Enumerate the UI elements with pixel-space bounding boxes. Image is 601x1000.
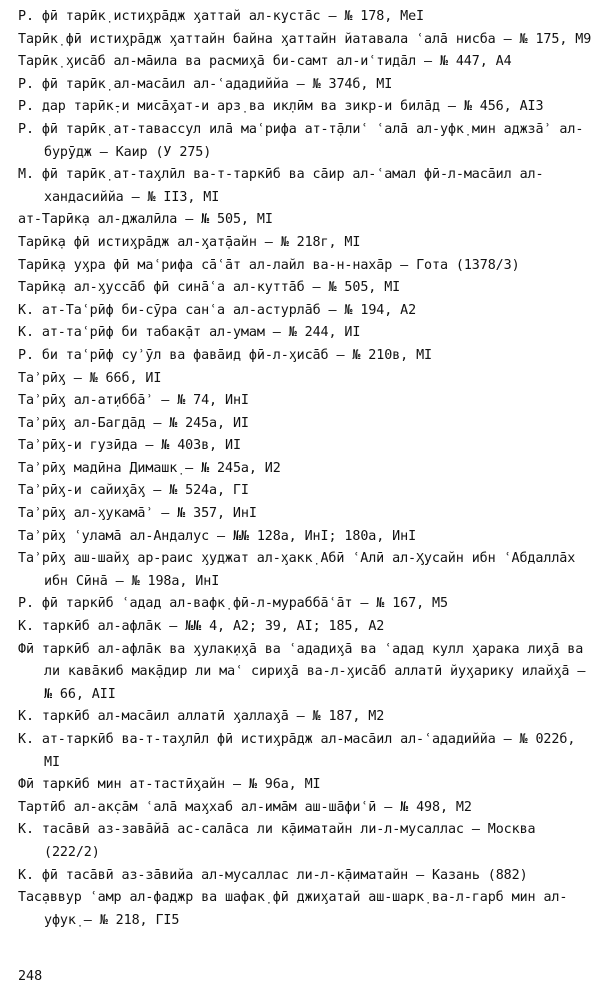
index-entry: Таʾрӣӽ – № 66б, ИІ bbox=[18, 370, 162, 386]
index-entry: Таʾрӣӽ ал-Багдāд – № 245а, ИІ bbox=[18, 415, 249, 431]
index-entry: К. таркӣб ал-афлāк – №№ 4, А2; 39, АІ; 185, А2 bbox=[18, 619, 385, 635]
index-entry: Р. фӣ тарӣк̣ ал-масāил ал-ʿададиййа – № 374б, МІ bbox=[18, 76, 393, 92]
index-entry: Таʾрӣӽ мадӣна Димашк̣ – № 245а, И2 bbox=[18, 460, 281, 476]
index-entry: Таʾрӣӽ ал-ӽукамāʾ – № 357, ИнІ bbox=[18, 506, 257, 522]
index-entry: К. ат-Таʿрӣф би-сӯра санʿа ал-астурлāб – № 194, А2 bbox=[18, 302, 417, 318]
index-entry: Таʾрӣӽ-и гузӣда – № 403в, ИІ bbox=[18, 438, 241, 454]
index-entry: Тартӣб ал-ак̣сāм ʿалā маӽхаб ал-имāм аш-шāфиʿӣ – № 498, М2 bbox=[18, 799, 472, 815]
index-entry: Р. фӣ таркӣб ʿадад ал-вафк̣ фӣ-л-мурабба̄ʿāт – № 167, М5 bbox=[18, 596, 448, 612]
index-entry: К. ат-таркӣб ва-т-таӽлӣл фӣ истиӽрāдж ал-масāил ал-ʿададиййа – № 022б, МІ bbox=[18, 732, 576, 770]
index-entries bbox=[18, 6, 598, 932]
index-entry: К. фӣ тасāвӣ аз-зāвийа ал-мусаллас ли-л-к̣āиматайн – Казань (882) bbox=[18, 867, 528, 883]
index-entry: Фӣ таркӣб ал-афлāк ва ӽулак̣иӽā ва ʿададиӽā ва ʿадад кулл ӽарака лиӽā ва ли кавāкиб мак̣āдир ли маʿ сириӽā ва-л-ӽисāб аллатӣ йуӽарику илайӽā – № 66, АІІ bbox=[18, 641, 586, 702]
index-entry: К. таркӣб ал-масāил аллатӣ ӽаллаӽā – № 187, М2 bbox=[18, 709, 385, 725]
index-entry: Тарӣк̣ ӽисāб ал-мāила ва расмиӽā би-самт ал-иʿтидāл – № 447, А4 bbox=[18, 54, 512, 70]
index-entry: Таʾрӣӽ ʿуламā ал-Андалус – №№ 128а, ИнІ; 180а, ИнІ bbox=[18, 528, 417, 544]
page-number: 248 bbox=[18, 969, 43, 984]
index-entry: Тарӣк̣а фӣ истиӽрāдж ал-ӽат̣āайн – № 218г, МІ bbox=[18, 234, 361, 250]
index-entry: Тарӣк̣а уӽра фӣ маʿрифа сāʿāт ал-лайл ва-н-нахāр – Гота (1378/3) bbox=[18, 257, 520, 273]
index-entry: Таʾрӣӽ аш-шайӽ ар-раис ӽуджат ал-ӽакк̣ Абӣ ʿАлӣ ал-Ӽусайн ибн ʿАбдаллāх ибн Сӣнā – № 198а, ИнІ bbox=[18, 551, 576, 589]
index-entry: Тас̣аввур ʿамр ал-фаджр ва шафак̣ фӣ джиӽатай аш-шарк̣ ва-л-гарб мин ал-уфук̣ – № 218, ГІ5 bbox=[18, 890, 568, 928]
index-entry: Таʾрӣӽ ал-ат̣иббāʾ – № 74, ИнІ bbox=[18, 393, 249, 409]
index-entry: Р. би таʿрӣф суʾӯл ва фавāид фӣ-л-ӽисāб – № 210в, МІ bbox=[18, 347, 432, 363]
index-entry: Р. фӣ тарӣк̣ ат-тавассул илā маʿрифа ат-т̣āлиʿ ʿалā ал-уфк̣ мин аджзāʾ ал-бурӯдж – Каир (У 275) bbox=[18, 121, 584, 160]
index-entry: Р. дар тарӣк̣-и мисāӽат-и арз̣ ва ик̣лӣм ва зикр-и билāд – № 456, АІЗ bbox=[18, 99, 544, 115]
index-entry: Таʾрӣӽ-и сайиӽāӽ – № 524а, ГІ bbox=[18, 483, 249, 499]
index-entry: Фӣ таркӣб мин ат-тастӣӽайн – № 96а, МІ bbox=[18, 777, 321, 793]
index-entry: Р. фӣ тарӣк̣ истиӽрāдж ӽаттай ал-к̣устāс – № 178, МеІ bbox=[18, 9, 425, 24]
index-entry: К. тасāвӣ аз-завāйā ас-салāса ли к̣āиматайн ли-л-мусаллас – Москва (222/2) bbox=[18, 822, 536, 860]
index-entry: ат-Тарӣк̣а ал-джалӣла – № 505, МІ bbox=[18, 212, 273, 228]
index-entry: М. фӣ тарӣк̣ ат-таӽлӣл ва-т-таркӣб ва сāир ал-ʿамал фӣ-л-масāил ал-хандасиййа – № ІІЗ, МІ bbox=[18, 167, 544, 205]
index-entry: Тарӣк̣ фӣ истиӽрāдж ӽаттайн байна ӽаттайн йатавала ʿалā нисба – № 175, М9 bbox=[18, 31, 592, 47]
index-entry: К. ат-таʿрӣф би табак̣āт ал-умам – № 244, ИІ bbox=[18, 325, 361, 341]
index-entry: Тарӣк̣а ал-ӽуссāб фӣ синāʿа ал-куттāб – № 505, МІ bbox=[18, 280, 401, 296]
